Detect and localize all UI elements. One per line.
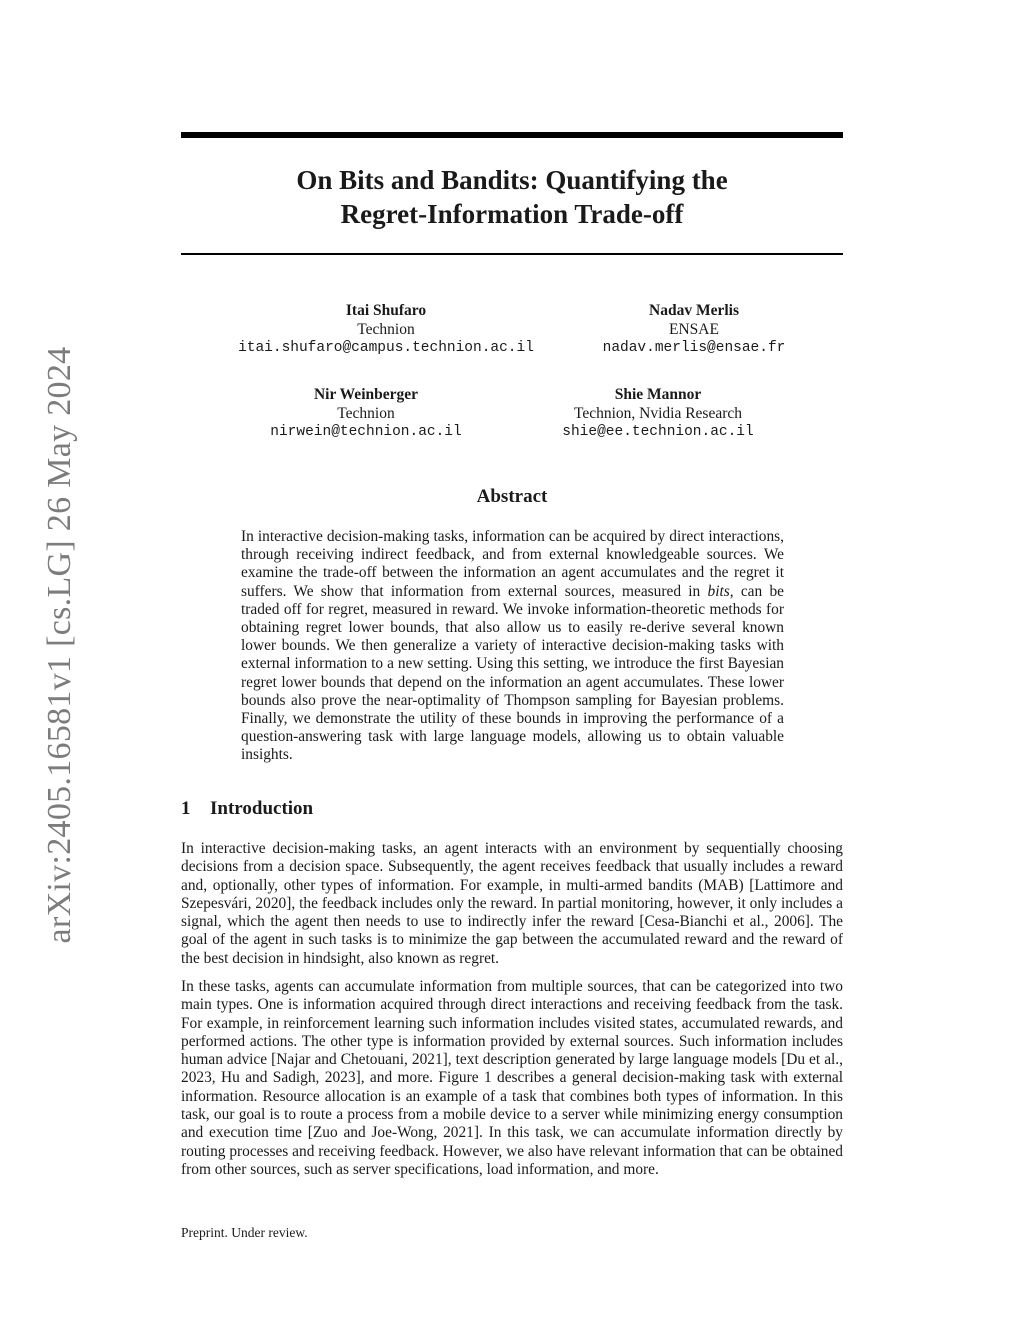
section-title: Introduction <box>210 798 314 819</box>
title-bottom-rule <box>181 253 843 255</box>
title-line-2: Regret-Information Trade-off <box>340 199 684 229</box>
title-top-rule <box>181 132 843 138</box>
abstract-text-part-2: , can be traded off for regret, measured in reward. We invoke information-theoretic methods for obtaining regret lower bounds, that also allow us to easily re-derive several known lower bounds. We then generalize a variety of interactive decision-making tasks with external information to a new setting. Using this setting, we introduce the first Bayesian regret lower bounds that depend on the information an agent accumulates. These lower bounds also prove the near-optimality of Thompson sampling for Bayesian problems. Finally, we demonstrate the utility of these bounds in improving the performance of a question-answering task with large language models, allowing us to obtain valuable insights. <box>241 582 784 764</box>
arxiv-identifier: arXiv:2405.16581v1 [cs.LG] 26 May 2024 <box>41 346 78 944</box>
author-affiliation: Technion <box>337 405 395 422</box>
author-email[interactable]: nirwein@technion.ac.il <box>270 424 462 440</box>
title-line-1: On Bits and Bandits: Quantifying the <box>296 165 728 195</box>
author-email[interactable]: nadav.merlis@ensae.fr <box>602 340 786 356</box>
author-affiliation: Technion <box>357 321 415 338</box>
intro-paragraph-1: In interactive decision-making tasks, an agent interacts with an environment by sequentially choosing decisions from a decision space. Subsequently, the agent receives feedback that usually includes a reward and, optionally, other types of information. For example, in multi-armed bandits (MAB) [Lattimore and Szepesvári, 2020], the feedback includes only the reward. In partial monitoring, however, it only includes a signal, which the agent then needs to use to indirectly infer the reward [Cesa-Bianchi et al., 2006]. The goal of the agent in such tasks is to minimize the gap between the accumulated reward and the reward of the best decision in hindsight, also known as regret. <box>181 840 843 967</box>
footer-note: Preprint. Under review. <box>181 1225 308 1240</box>
section-heading <box>181 798 313 820</box>
abstract-text-part-1: In interactive decision-making tasks, information can be acquired by direct interactions, through receiving indirect feedback, and from external knowledgeable sources. We examine the trade-off between the information an agent accumulates and the regret it suffers. We show that information from external sources, measured in <box>241 528 784 600</box>
abstract-heading: Abstract <box>476 486 548 507</box>
author-name: Shie Mannor <box>614 386 702 403</box>
author-affiliation: Technion, Nvidia Research <box>573 405 743 422</box>
author-email[interactable]: shie@ee.technion.ac.il <box>562 424 754 440</box>
author-block-2 <box>514 301 874 358</box>
section-number: 1 <box>181 798 191 819</box>
intro-paragraph-2: In these tasks, agents can accumulate information from multiple sources, that can be categorized into two main types. One is information acquired through direct interactions and receiving feedback from the task. For example, in reinforcement learning such information includes visited states, accumulated rewards, and performed actions. The other type is information provided by external sources. Such information includes human advice [Najar and Chetouani, 2021], text description generated by large language models [Du et al., 2023, Hu and Sadigh, 2023], and more. Figure 1 describes a general decision-making task with external information. Resource allocation is an example of a task that combines both types of information. In this task, our goal is to route a process from a mobile device to a server while minimizing energy consumption and execution time [Zuo and Joe-Wong, 2021]. In this task, we can accumulate information directly by routing processes and receiving feedback. However, we also have relevant information that can be obtained from other sources, such as server specifications, load information, and more. <box>181 978 843 1178</box>
author-name: Nadav Merlis <box>649 302 739 319</box>
author-block-4 <box>478 385 838 442</box>
author-email[interactable]: itai.shufaro@campus.technion.ac.il <box>238 340 534 356</box>
paper-title <box>181 163 843 231</box>
abstract-text <box>241 528 784 765</box>
author-name: Itai Shufaro <box>345 302 427 319</box>
author-block-1 <box>206 301 566 358</box>
abstract-emphasis: bits <box>707 582 730 600</box>
author-affiliation: ENSAE <box>669 321 719 338</box>
author-name: Nir Weinberger <box>313 386 419 403</box>
